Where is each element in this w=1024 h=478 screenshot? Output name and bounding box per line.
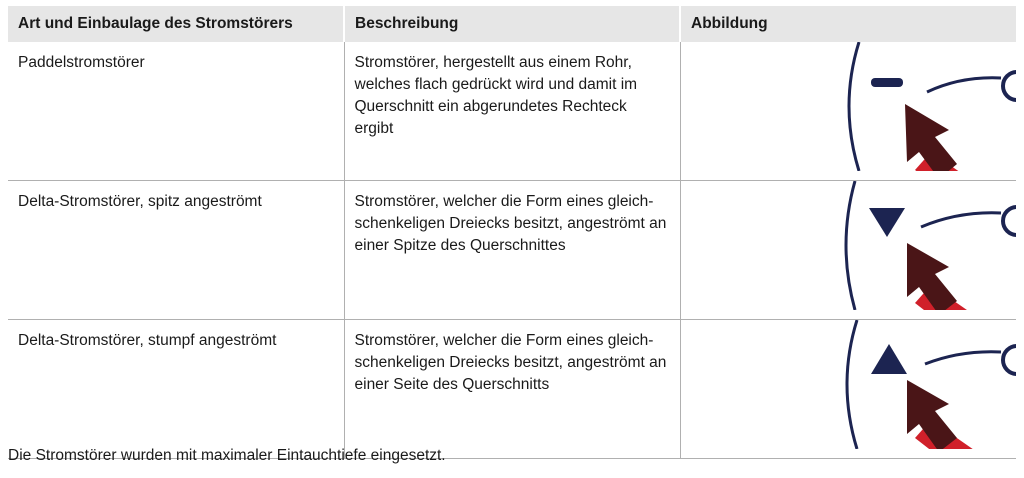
- row-figure: [680, 42, 1016, 181]
- row-description: Stromstörer, welcher die Form eines gleich-schenkeligen Dreiecks besitzt, angeströmt an einer Seite des Querschnitts: [344, 320, 680, 459]
- stirrer-shaft: [921, 213, 1001, 227]
- vessel-wall: [846, 181, 855, 310]
- row-description: Stromstörer, welcher die Form eines gleich-schenkeligen Dreiecks besitzt, angeströmt an einer Spitze des Querschnittes: [344, 181, 680, 320]
- stirrer-hub: [1003, 72, 1017, 100]
- stirrer-shaft: [925, 352, 1001, 364]
- baffle-shape-icon: [871, 78, 903, 87]
- flow-arrow-icon: [905, 104, 957, 171]
- table-header-row: [8, 6, 1016, 42]
- row-type: Delta-Stromstörer, spitz angeströmt: [8, 181, 344, 320]
- table-row: [8, 320, 1016, 459]
- row-description: Stromstörer, hergestellt aus einem Rohr, welches flach gedrückt wird und damit im Querschnitt ein abgerundetes Rechteck ergibt: [344, 42, 680, 181]
- row-type: Paddelstromstörer: [18, 54, 145, 71]
- row-type: Delta-Stromstörer, stumpf angeströmt: [8, 320, 344, 459]
- paddle-baffle-figure: [681, 42, 1017, 171]
- flow-arrow-icon: [907, 380, 957, 449]
- table-row: [8, 181, 1016, 320]
- row-figure: [680, 181, 1016, 320]
- vessel-wall: [849, 42, 859, 171]
- baffle-shape-icon: [871, 344, 907, 374]
- footnote: Die Stromstörer wurden mit maximaler Eintauchtiefe eingesetzt.: [8, 447, 446, 464]
- header-type: Art und Einbaulage des Stromstörers: [8, 6, 344, 42]
- delta-pointed-baffle-figure: [681, 181, 1017, 310]
- header-figure: Abbildung: [680, 6, 1016, 42]
- flow-arrow-icon: [907, 243, 957, 310]
- baffle-table: [8, 6, 1016, 459]
- delta-blunt-baffle-figure: [681, 320, 1017, 449]
- stirrer-shaft: [927, 78, 1001, 92]
- table-row: [8, 42, 1016, 181]
- baffle-shape-icon: [869, 208, 905, 237]
- vessel-wall: [847, 320, 857, 449]
- stirrer-hub: [1003, 346, 1017, 374]
- row-figure: [680, 320, 1016, 459]
- header-description: Beschreibung: [344, 6, 680, 42]
- stirrer-hub: [1003, 207, 1017, 235]
